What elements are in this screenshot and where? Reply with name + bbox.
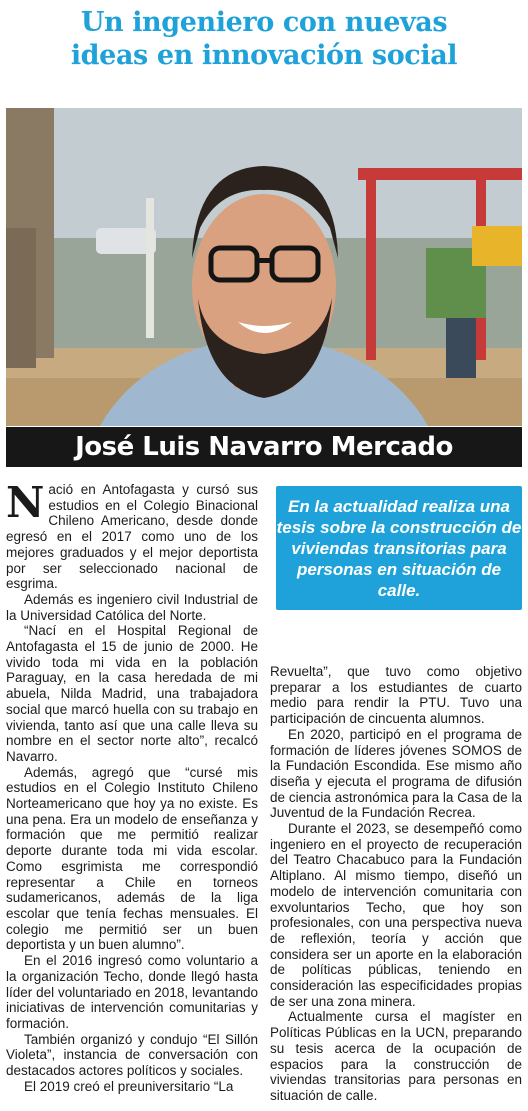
person-name-bar: José Luis Navarro Mercado [6, 427, 522, 467]
paragraph: Además es ingeniero civil Industrial de la Universidad Católica del Norte. [6, 591, 258, 623]
paragraph: En el 2016 ingresó como voluntario a la organización Techo, donde llegó hasta líder del voluntariado en 2018, levantando iniciativas de intervención comunitarias y formación. [6, 953, 258, 1031]
paragraph: Nació en Antofagasta y cursó sus estudios en el Colegio Binacional Chileno Americano, desde donde egresó en el 2017 como uno de los mejores graduados y el mejor deportista por ser seleccionado nacional de esgrima. [6, 478, 258, 592]
paragraph: Además, agregó que “cursé mis estudios en el Colegio Instituto Chileno Norteamericano que hoy ya no existe. Es una pena. Era un modelo de enseñanza y formación que me permitió realizar deporte durante toda mi vida escolar. Como esgrimista me correspondió representar a Chile en torneos sudamericanos, además de la liga escolar que tenía fechas mensuales. El colegio me permitió ser un buen deportista y un buen alumno”. [6, 764, 258, 953]
paragraph: También organizó y condujo “El Sillón Violeta”, instancia de conversación con destacados actores políticos y sociales. [6, 1031, 258, 1079]
paragraph: Revuelta”, que tuvo como objetivo preparar a los estudiantes de cuarto medio para rendir la PTU. Tuvo una participación de cincuenta alumnos. [270, 664, 522, 727]
paragraph: El 2019 creó el preuniversitario “La [24, 1078, 234, 1094]
article-column-left [6, 478, 258, 1094]
headline-line-1: Un ingeniero con nuevas [80, 7, 448, 38]
paragraph: “Nací en el Hospital Regional de Antofagasta el 15 de junio de 2000. He vivido toda mi vida en la población Paraguay, en la casa heredada de mi abuela, Nilda Madrid, una trabajadora social que marcó huella con su trabajo en vivienda, tanto así que una calle lleva su nombre en el sector norte alto”, recalcó Navarro. [6, 623, 258, 764]
pull-quote-text: En la actualidad realiza una tesis sobre la construcción de viviendas transitorias para personas en situación de calle. [276, 497, 522, 600]
headline-line-2: ideas en innovación social [70, 40, 458, 71]
paragraph: En 2020, participó en el programa de formación de líderes jóvenes SOMOS de la Fundación Escondida. Ese mismo año diseña y ejecuta el programa de difusión de ciencia astronómica para la Casa de la Juventud de la Fundación Recrea. [270, 726, 522, 821]
pull-quote-box [276, 486, 522, 610]
paragraph: Actualmente cursa el magíster en Políticas Públicas en la UCN, preparando su tesis acerca de la ocupación de espacios para la construcción de viviendas transitorias para personas en situación de calle. [270, 1009, 522, 1103]
article-column-right [270, 664, 522, 1104]
portrait-photo [6, 108, 522, 426]
paragraph: Durante el 2023, se desempeñó como ingeniero en el proyecto de recuperación del Teatro Chacabuco para la Fundación Altiplano. Al mismo tiempo, diseñó un modelo de intervención comunitaria con exvoluntarios Techo, que hoy son profesionales, con una perspectiva nueva de reflexión, teoría y acción que considera ser un aporte en la elaboración de políticas públicas, teniendo en consideración las especificidades propias de ser una zona minera. [270, 821, 522, 1009]
headline [0, 6, 528, 72]
drop-cap: N [6, 478, 45, 527]
